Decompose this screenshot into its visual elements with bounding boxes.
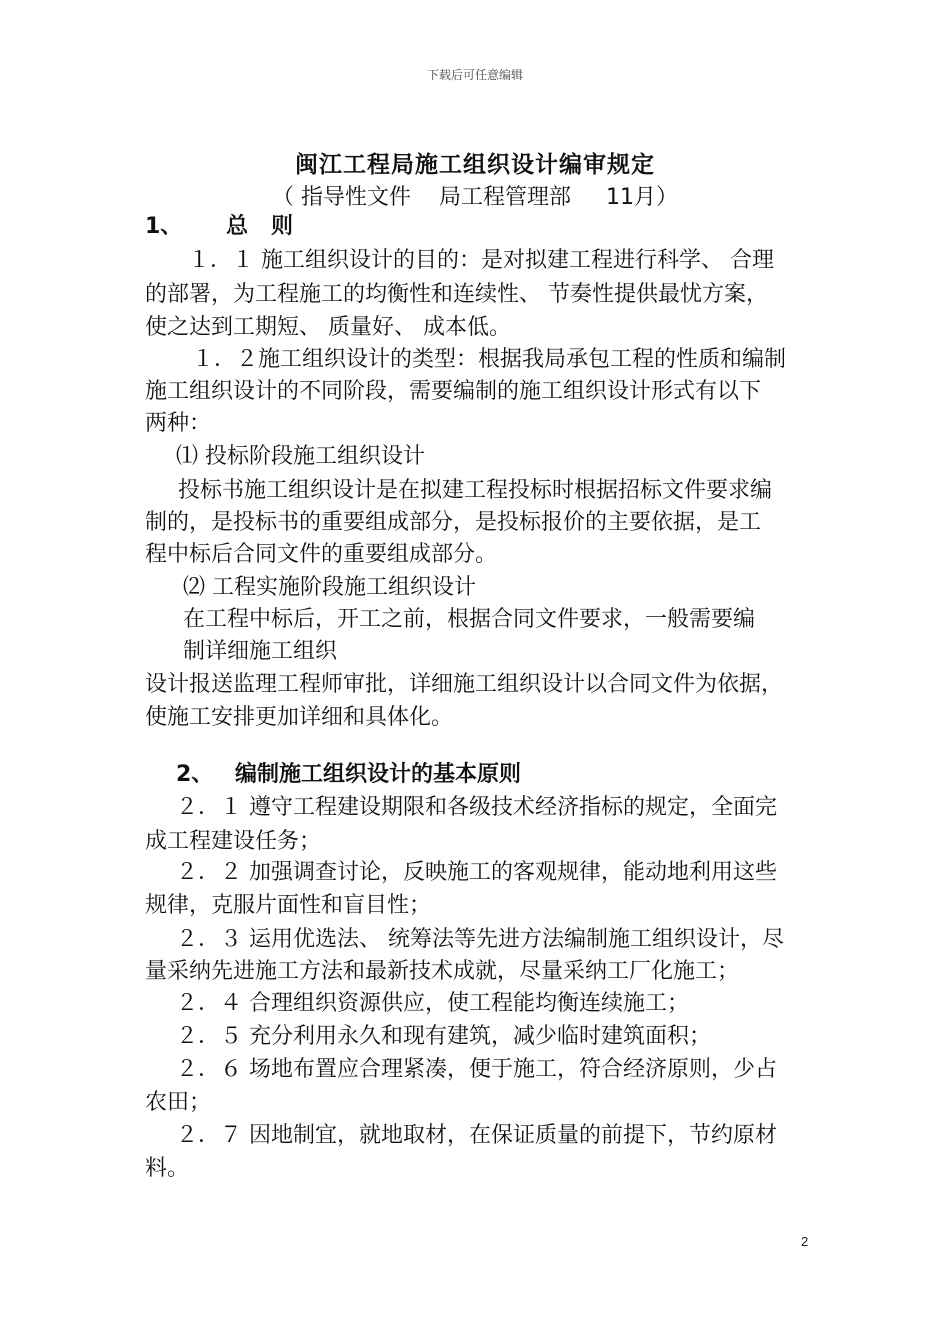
document-title: 闽江工程局施工组织设计编审规定	[295, 152, 655, 178]
section2-line: 规律，克服片面性和盲目性；	[145, 893, 432, 918]
section2-line: 料。	[145, 1156, 190, 1181]
section2-line: ２．１ 遵守工程建设期限和各级技术经济指标的规定，全面完	[176, 795, 777, 820]
section1-heading-number: 1、	[145, 214, 183, 239]
section1-item1-line: 制的，是投标书的重要组成部分，是投标报价的主要依据，是工	[145, 510, 762, 535]
section2-line: ２．５ 充分利用永久和现有建筑，减少临时建筑面积；	[176, 1024, 711, 1049]
section1-p2-line: 施工组织设计的不同阶段，需要编制的施工组织设计形式有以下	[145, 379, 762, 404]
section1-p1-line: １．１ 施工组织设计的目的：是对拟建工程进行科学、 合理	[188, 248, 774, 273]
section1-p1-line: 使之达到工期短、 质量好、 成本低。	[145, 315, 511, 340]
section2-line: 成工程建设任务；	[145, 829, 322, 854]
section1-item1-line: 投标书施工组织设计是在拟建工程投标时根据招标文件要求编	[178, 478, 773, 503]
section1-heading-title: 总 则	[226, 214, 293, 239]
section2-line: ２．２ 加强调查讨论，反映施工的客观规律，能动地利用这些	[176, 860, 777, 885]
section1-item2-title: ⑵ 工程实施阶段施工组织设计	[183, 575, 476, 600]
section1-item1-title: ⑴ 投标阶段施工组织设计	[176, 444, 425, 469]
document-subtitle: （ 指导性文件 局工程管理部 11月）	[272, 185, 678, 210]
section2-line: ２．４ 合理组织资源供应，使工程能均衡连续施工；	[176, 991, 689, 1016]
section1-item2-line: 制详细施工组织	[183, 639, 338, 664]
section1-item2-line: 设计报送监理工程师审批，详细施工组织设计以合同文件为依据，	[145, 672, 784, 697]
section1-p1-line: 的部署，为工程施工的均衡性和连续性、 节奏性提供最忧方案，	[145, 282, 768, 307]
section2-heading-number: 2、	[176, 762, 214, 787]
section1-item1-line: 程中标后合同文件的重要组成部分。	[145, 542, 498, 567]
section1-p2-line: 两种：	[145, 411, 212, 436]
section2-line: 农田；	[145, 1090, 212, 1115]
section2-line: ２．７ 因地制宜，就地取材，在保证质量的前提下，节约原材	[176, 1123, 777, 1148]
section1-item2-line: 使施工安排更加详细和具体化。	[145, 705, 454, 730]
page-number: 2	[801, 1234, 809, 1249]
header-note: 下载后可任意编辑	[426, 68, 523, 82]
section1-p2-line: １．２施工组织设计的类型：根据我局承包工程的性质和编制	[192, 347, 787, 372]
section2-line: ２．３ 运用优选法、 统筹法等先进方法编制施工组织设计，尽	[176, 927, 784, 952]
section2-line: 量采纳先进施工方法和最新技术成就，尽量采纳工厂化施工；	[145, 959, 740, 984]
section1-item2-line: 在工程中标后，开工之前，根据合同文件要求，一般需要编	[183, 607, 756, 632]
section2-heading-title: 编制施工组织设计的基本原则	[235, 762, 522, 787]
section2-line: ２．６ 场地布置应合理紧凑，便于施工，符合经济原则，少占	[176, 1057, 777, 1082]
